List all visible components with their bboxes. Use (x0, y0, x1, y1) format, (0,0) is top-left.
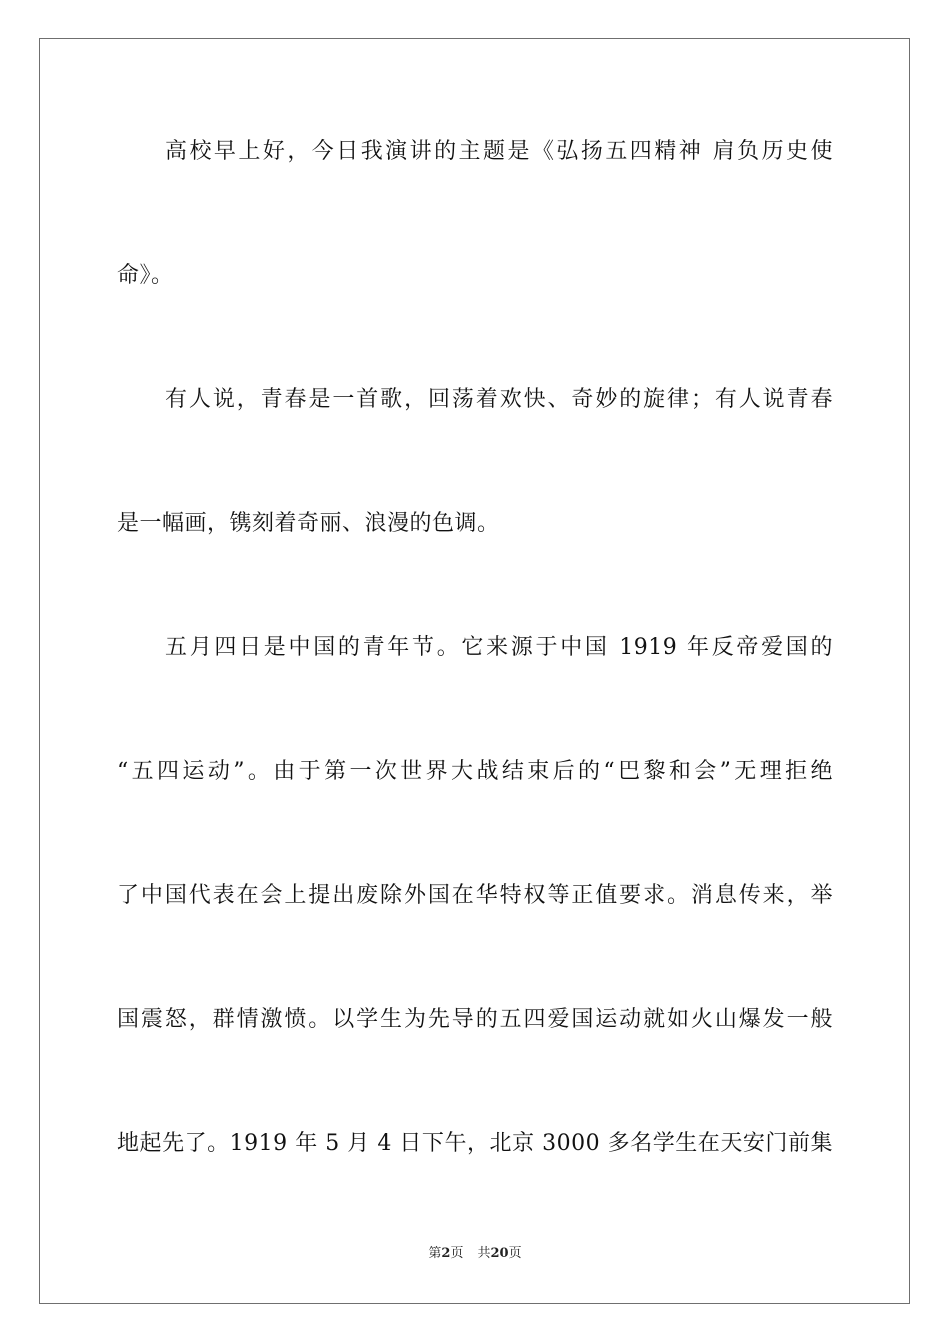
footer-page-number: 2 (441, 1246, 451, 1261)
footer-page-suffix: 页 (450, 1246, 464, 1261)
text-line-3: 有人说，青春是一首歌，回荡着欢快、奇妙的旋律；有人说青春 (165, 387, 833, 412)
page-footer (0, 1245, 950, 1263)
text-line-5: 五月四日是中国的青年节。它来源于中国 1919 年反帝爱国的 (165, 635, 833, 660)
page-border (39, 38, 910, 1304)
footer-total-suffix: 页 (508, 1246, 522, 1261)
footer-total-pages: 20 (490, 1246, 509, 1261)
text-line-8: 国震怒，群情激愤。以学生为先导的五四爱国运动就如火山爆发一般 (117, 1007, 833, 1032)
footer-total-prefix: 共 (477, 1246, 491, 1261)
text-line-6: “五四运动”。由于第一次世界大战结束后的“巴黎和会”无理拒绝 (117, 759, 833, 784)
footer-page-prefix: 第 (428, 1246, 442, 1261)
text-line-1: 高校早上好，今日我演讲的主题是《弘扬五四精神 肩负历史使 (165, 139, 833, 164)
text-line-7: 了中国代表在会上提出废除外国在华特权等正值要求。消息传来，举 (117, 883, 833, 908)
text-line-9: 地起先了。1919 年 5 月 4 日下午，北京 3000 多名学生在天安门前集 (117, 1131, 833, 1156)
text-line-2: 命》。 (117, 263, 174, 288)
text-line-4: 是一幅画，镌刻着奇丽、浪漫的色调。 (117, 511, 500, 536)
